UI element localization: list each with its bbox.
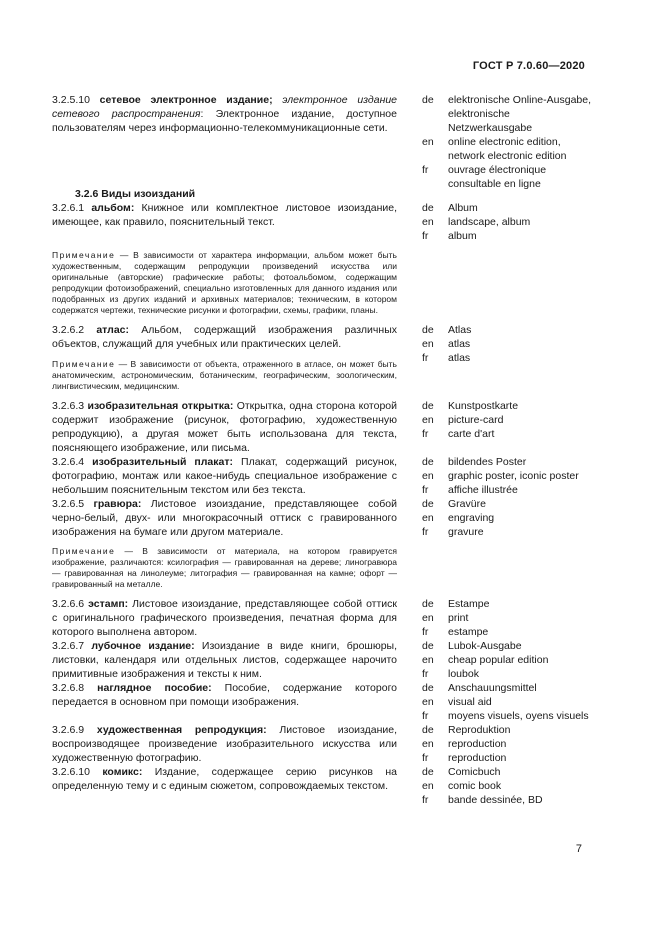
term-definition — [52, 93, 397, 135]
term-number: 3.2.6.4 — [52, 456, 85, 468]
translation-de: de Album — [422, 202, 478, 214]
translation-en: en graphic poster, iconic poster — [422, 470, 579, 482]
note-label: Примечание — [52, 546, 116, 556]
term-name: альбом: — [91, 202, 135, 214]
term-name: атлас: — [96, 324, 130, 336]
note-label: Примечание — [52, 250, 116, 260]
term-entry-3-2-6-6 — [52, 597, 594, 639]
term-definition — [52, 497, 397, 539]
term-name: эстамп: — [88, 598, 129, 610]
translation-de: de Kunstpostkarte — [422, 400, 519, 412]
term-definition — [52, 455, 397, 497]
translations — [422, 765, 594, 807]
term-definition-text: Изоиздание в виде книги, брошюры, листовки, календаря или отдельных листов, содержащее нарочито примитивные изображения и тексты к ним. — [52, 640, 398, 680]
translation-de: de Lubok-Ausgabe — [422, 640, 522, 652]
term-number: 3.2.6.1 — [52, 202, 85, 214]
note-text: — В зависимости от объекта, отраженного в атласе, он может быть анатомическим, астрономическим, ботаническим, географическим, зоологическим, лингвистическим, медицинским. — [52, 359, 397, 391]
translation-fr: fr affiche illustrée — [422, 484, 518, 496]
term-definition — [52, 681, 397, 709]
note-label: Примечание — [52, 359, 116, 369]
note — [52, 359, 397, 392]
translation-de: de Reproduktion — [422, 724, 511, 736]
term-number: 3.2.6.9 — [52, 724, 85, 736]
translation-fr: fr loubok — [422, 668, 479, 680]
translation-de: de Gravüre — [422, 498, 486, 510]
term-synonym: электронное издание сетевого распространения — [52, 94, 398, 120]
translation-de: de bildendes Poster — [422, 456, 527, 468]
translation-fr: fr gravure — [422, 526, 484, 538]
note-text: — В зависимости от материала, на котором гравируется изображение, различаются: ксилография — гравированная на дереве; линогравюра — гравированная на линолеуме; литография — гравированная на камне; офорт — гравированный на металле. — [52, 546, 397, 589]
translation-fr: fr moyens visuels, oyens visuels — [422, 710, 589, 722]
term-number: 3.2.6.10 — [52, 766, 90, 778]
translation-fr: fr album — [422, 230, 477, 242]
term-entry-3-2-6-9 — [52, 723, 594, 765]
term-definition-text: Издание, содержащее серию рисунков на определенную тему и с единым сюжетом, сопровождаемых текстом. — [52, 766, 397, 792]
document-body — [52, 93, 594, 807]
translation-de: de Comicbuch — [422, 766, 501, 778]
translation-en: en online electronic edition, network electronic edition — [422, 136, 567, 162]
translations — [422, 201, 594, 243]
page-number: 7 — [575, 843, 582, 855]
term-definition — [52, 723, 397, 765]
term-definition — [52, 597, 397, 639]
section-heading: 3.2.6 Виды изоизданий — [75, 188, 196, 200]
term-name: сетевое электронное издание; — [99, 94, 273, 106]
term-name: лубочное издание: — [91, 640, 195, 652]
term-definition — [52, 399, 397, 455]
term-number: 3.2.6.5 — [52, 498, 85, 510]
translations — [422, 723, 594, 765]
term-name: художественная репродукция: — [96, 724, 267, 736]
term-name: гравюра: — [93, 498, 142, 510]
translations — [422, 323, 594, 365]
translation-en: en cheap popular edition — [422, 654, 549, 666]
term-definition-text: Пособие, содержание которого передается в основном при помощи изображения. — [52, 682, 398, 708]
term-definition-text: Листовое изоиздание, представляющее собой черно-белый, двух- или многокрасочный оттиск с гравированного изображения на бумаге или другом материале. — [52, 498, 397, 538]
note — [52, 546, 397, 590]
term-definition-text: Листовое изоиздание, представляющее собой оттиск с оригинального графического произведения, печатная форма для которого выполнена автором. — [52, 598, 398, 638]
term-definition-text: Книжное или комплектное листовое изоиздание, имеющее, как правило, пояснительный текст. — [52, 202, 398, 228]
term-entry-3-2-6-5 — [52, 497, 594, 539]
translations — [422, 597, 594, 639]
term-entry-3-2-6-1 — [52, 201, 594, 243]
translation-fr: fr carte d'art — [422, 428, 495, 440]
term-entry-3-2-6-10 — [52, 765, 594, 807]
translation-en: en picture-card — [422, 414, 504, 426]
translation-fr: fr bande dessinée, BD — [422, 794, 543, 806]
translation-de: de elektronische Online-Ausgabe, elektronische Netzwerkausgabe — [422, 94, 592, 134]
translation-en: en print — [422, 612, 469, 624]
translation-fr: fr atlas — [422, 352, 471, 364]
translations — [422, 681, 594, 723]
term-definition-text: Открытка, одна сторона которой содержит изображение (рисунок, фотографию, художественную репродукцию), а другая может быть использована для текста, поясняющего изображение, или письма. — [52, 400, 397, 454]
translation-fr: fr reproduction — [422, 752, 507, 764]
standard-header: ГОСТ Р 7.0.60—2020 — [472, 60, 585, 72]
term-number: 3.2.6.8 — [52, 682, 85, 694]
translation-de: de Anschauungsmittel — [422, 682, 537, 694]
term-definition — [52, 201, 397, 229]
term-definition-text: Плакат, содержащий рисунок, фотографию, монтаж или какое-нибудь специальное изображение с небольшим пояснительным текстом или без текста. — [52, 456, 397, 496]
term-definition-text: Листовое изоиздание, воспроизводящее произведение изобразительного искусства или художественную фотографию. — [52, 724, 398, 764]
note-text: — В зависимости от характера информации, альбом может быть художественным, содержащим репродукции произведений искусства или оригинальные (авторские) графические работы; фотоальбомом, содержащим репродукции фотоизображений, специально изготовленных для данного издания или подобранных из других изданий и архивных материалов; техническим, в котором содержатся чертежи, технические рисунки и фотографии, схемы, графики, планы. — [52, 250, 397, 315]
term-name: наглядное пособие: — [97, 682, 212, 694]
translation-fr: fr ouvrage électronique consultable en ligne — [422, 164, 547, 190]
translations — [422, 399, 594, 441]
term-number: 3.2.6.3 — [52, 400, 85, 412]
translations — [422, 455, 594, 497]
translation-en: en atlas — [422, 338, 471, 350]
term-definition — [52, 765, 397, 793]
term-name: комикс: — [102, 766, 143, 778]
term-definition — [52, 639, 397, 681]
translation-en: en visual aid — [422, 696, 492, 708]
term-name: изобразительная открытка: — [87, 400, 234, 412]
translations — [422, 93, 594, 191]
translation-en: en comic book — [422, 780, 502, 792]
term-number: 3.2.6.2 — [52, 324, 85, 336]
translations — [422, 497, 594, 539]
term-entry-3-2-6-7 — [52, 639, 594, 681]
term-number: 3.2.6.7 — [52, 640, 85, 652]
translation-fr: fr estampe — [422, 626, 489, 638]
translations — [422, 639, 594, 681]
translation-en: en landscape, album — [422, 216, 531, 228]
term-name: изобразительный плакат: — [92, 456, 234, 468]
term-definition-text: : Электронное издание, доступное пользователям через информационно-телекоммуникационные сети. — [52, 108, 397, 134]
translation-de: de Atlas — [422, 324, 472, 336]
note — [52, 250, 397, 316]
translation-en: en reproduction — [422, 738, 507, 750]
term-entry-3-2-6-3 — [52, 399, 594, 455]
translation-de: de Estampe — [422, 598, 490, 610]
term-definition — [52, 323, 397, 351]
term-number: 3.2.6.6 — [52, 598, 85, 610]
term-entry-3-2-5-10 — [52, 93, 594, 191]
term-definition-text: Альбом, содержащий изображения различных объектов, служащий для учебных или практических целей. — [52, 324, 397, 350]
term-number: 3.2.5.10 — [52, 94, 90, 106]
translation-en: en engraving — [422, 512, 495, 524]
term-entry-3-2-6-4 — [52, 455, 594, 497]
term-entry-3-2-6-8 — [52, 681, 594, 723]
